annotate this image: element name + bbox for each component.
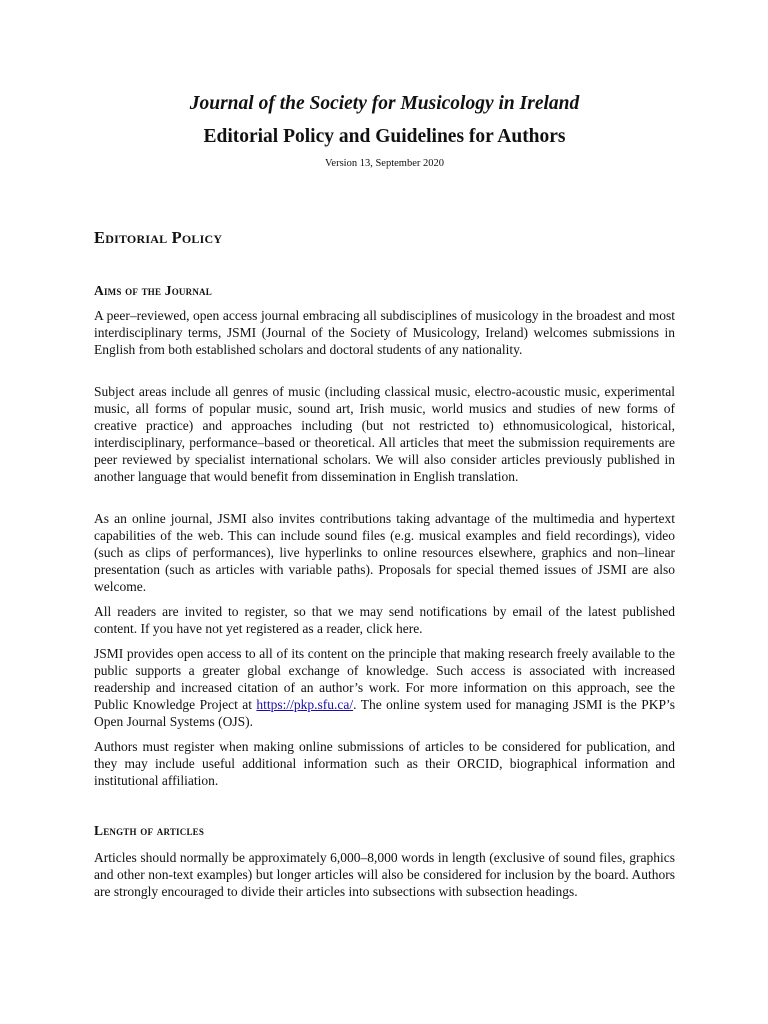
document-title: Editorial Policy and Guidelines for Authors [203, 126, 566, 147]
version-line: Version 13, September 2020 [325, 158, 444, 169]
open-access-text: JSMI provides open access to all of its content on the principle that making research freely available to the public supports a greater global exchange of knowledge. Such access is associated with increased readership and increased citation of an author’s work. For more information on this approach, see the Public Knowledge Project at [94, 646, 675, 712]
paragraph-open-access [94, 645, 675, 730]
paragraph-length: Articles should normally be approximately 6,000–8,000 words in length (exclusive of sound files, graphics and other non-text examples) but longer articles will also be considered for inclusion by the board. Authors are strongly encouraged to divide their articles into subsections with subsection headings. [94, 850, 675, 899]
subheading-length: Length of articles [94, 823, 205, 838]
paragraph-subject-areas: Subject areas include all genres of music (including classical music, electro-acoustic music, experimental music, all forms of popular music, sound art, Irish music, world musics and studies of new forms of creative practice) and approaches including (but not restricted to) ethnomusicological, historical, interdisciplinary, performance–based or theoretical. All articles that meet the submission requirements are peer reviewed by specialist international scholars. We will also consider articles previously published in another language that would benefit from dissemination in English translation. [94, 384, 675, 484]
open-access-text-end: . The online system used for managing JSMI is the PKP’s Open Journal Systems (OJS). [94, 697, 675, 729]
journal-title: Journal of the Society for Musicology in Ireland [189, 93, 580, 114]
paragraph-register-readers: All readers are invited to register, so that we may send notifications by email of the latest published content. If you have not yet registered as a reader, click here. [94, 604, 675, 636]
paragraph-author-registration: Authors must register when making online submissions of articles to be considered for publication, and they may include useful additional information such as their ORCID, biographical information and institutional affiliation. [94, 739, 675, 788]
subheading-aims: Aims of the Journal [94, 283, 212, 298]
paragraph-aims-1: A peer–reviewed, open access journal embracing all subdisciplines of musicology in the broadest and most interdisciplinary terms, JSMI (Journal of the Society of Musicology, Ireland) welcomes submissions in English from both established scholars and doctoral students of any nationality. [94, 308, 675, 357]
section-heading-editorial-policy: Editorial Policy [94, 228, 223, 247]
pkp-link[interactable]: https://pkp.sfu.ca/ [256, 697, 354, 712]
paragraph-online-journal: As an online journal, JSMI also invites contributions taking advantage of the multimedia and hypertext capabilities of the web. This can include sound files (e.g. musical examples and field recordings), video (such as clips of performances), live hyperlinks to online resources elsewhere, graphics and non–linear presentation (such as articles with variable paths). Proposals for special themed issues of JSMI are also welcome. [94, 511, 675, 594]
